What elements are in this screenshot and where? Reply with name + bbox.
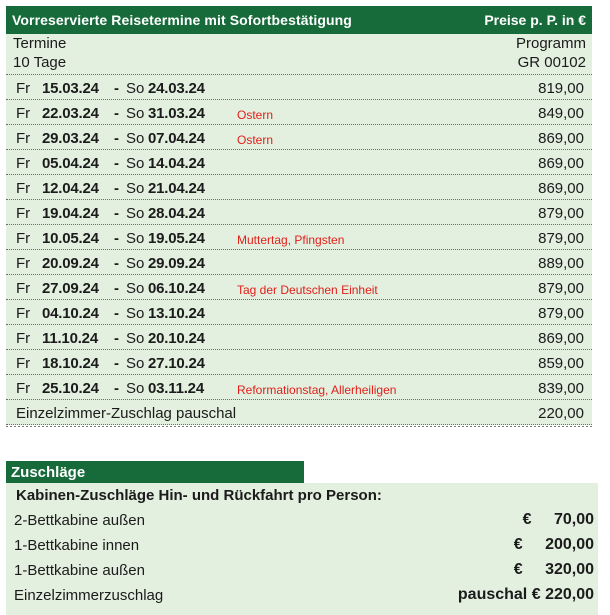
end-date: 07.04.24 (148, 130, 205, 147)
column-program-label: Programm (515, 35, 586, 52)
surcharge-label: 1-Bettkabine innen (14, 537, 140, 554)
date-separator: - (114, 380, 119, 397)
start-date: 20.09.24 (42, 255, 99, 272)
weekday-end: So (126, 230, 145, 247)
start-date: 15.03.24 (42, 80, 99, 97)
date-separator: - (114, 280, 119, 297)
end-date: 24.03.24 (148, 80, 205, 97)
table-row (6, 74, 592, 99)
table-row (6, 149, 592, 174)
holiday-note: Tag der Deutschen Einheit (237, 283, 378, 297)
surcharge-amount: 200,00 (545, 536, 594, 553)
table-row (6, 349, 592, 374)
weekday-end: So (126, 380, 145, 397)
surcharge-amount: 320,00 (545, 561, 594, 578)
table-row (6, 249, 592, 274)
surcharge-amount: 70,00 (553, 511, 594, 528)
currency-symbol: € (513, 561, 523, 578)
weekday-start: Fr (16, 280, 31, 297)
table-row (6, 99, 592, 124)
date-separator: - (114, 80, 119, 97)
program-code: GR 00102 (517, 54, 586, 71)
weekday-start: Fr (16, 255, 31, 272)
weekday-end: So (126, 155, 145, 172)
list-item (6, 559, 598, 583)
start-date: 25.10.24 (42, 380, 99, 397)
table-row (6, 174, 592, 199)
weekday-start: Fr (16, 355, 31, 372)
holiday-note: Ostern (237, 133, 274, 147)
date-separator: - (114, 230, 119, 247)
table-row (6, 299, 592, 324)
currency-symbol: € (513, 536, 523, 553)
weekday-start: Fr (16, 330, 31, 347)
start-date: 29.03.24 (42, 130, 99, 147)
surcharge-value (523, 511, 594, 529)
end-date: 29.09.24 (148, 255, 205, 272)
list-item (6, 584, 598, 608)
surcharges-title: Zuschläge (11, 464, 86, 481)
weekday-start: Fr (16, 230, 31, 247)
holiday-note: Reformationstag, Allerheiligen (237, 383, 397, 397)
date-separator: - (114, 355, 119, 372)
table-row (6, 124, 592, 149)
surcharge-value (514, 561, 594, 579)
currency-symbol: € (531, 586, 541, 603)
price: 839,00 (538, 380, 584, 397)
table-header-bar (6, 6, 592, 34)
weekday-start: Fr (16, 80, 31, 97)
duration-row (6, 53, 592, 73)
price: 869,00 (538, 180, 584, 197)
date-separator: - (114, 180, 119, 197)
date-separator: - (114, 130, 119, 147)
price: 879,00 (538, 230, 584, 247)
start-date: 12.04.24 (42, 180, 99, 197)
weekday-end: So (126, 180, 145, 197)
end-date: 06.10.24 (148, 280, 205, 297)
date-separator: - (114, 255, 119, 272)
price: 879,00 (538, 305, 584, 322)
end-date: 28.04.24 (148, 205, 205, 222)
table-title: Vorreservierte Reisetermine mit Sofortbestätigung (12, 12, 352, 28)
weekday-end: So (126, 280, 145, 297)
price: 869,00 (538, 330, 584, 347)
start-date: 05.04.24 (42, 155, 99, 172)
surcharge-label: Einzelzimmerzuschlag (14, 587, 164, 604)
single-supplement-label: Einzelzimmer-Zuschlag pauschal (16, 405, 237, 422)
end-date: 13.10.24 (148, 305, 205, 322)
weekday-start: Fr (16, 130, 31, 147)
date-separator: - (114, 105, 119, 122)
end-date: 27.10.24 (148, 355, 205, 372)
end-date: 31.03.24 (148, 105, 205, 122)
weekday-start: Fr (16, 105, 31, 122)
section-divider (6, 425, 592, 428)
price: 889,00 (538, 255, 584, 272)
list-item (6, 509, 598, 533)
start-date: 11.10.24 (42, 330, 98, 347)
weekday-end: So (126, 255, 145, 272)
currency-symbol: € (522, 511, 532, 528)
single-supplement-price: 220,00 (538, 405, 584, 422)
price: 869,00 (538, 130, 584, 147)
end-date: 03.11.24 (148, 380, 204, 397)
start-date: 04.10.24 (42, 305, 99, 322)
surcharge-value (458, 586, 594, 604)
duration-label: 10 Tage (13, 54, 67, 71)
start-date: 27.09.24 (42, 280, 99, 297)
table-row (6, 224, 592, 249)
weekday-start: Fr (16, 155, 31, 172)
table-row (6, 199, 592, 224)
start-date: 18.10.24 (42, 355, 99, 372)
price: 859,00 (538, 355, 584, 372)
date-separator: - (114, 305, 119, 322)
price: 879,00 (538, 280, 584, 297)
end-date: 19.05.24 (148, 230, 205, 247)
end-date: 14.04.24 (148, 155, 205, 172)
table-row (6, 274, 592, 299)
table-row (6, 374, 592, 399)
date-separator: - (114, 155, 119, 172)
weekday-end: So (126, 80, 145, 97)
holiday-note: Ostern (237, 108, 274, 122)
cabin-surcharges-heading: Kabinen-Zuschläge Hin- und Rückfahrt pro Person: (16, 487, 382, 504)
weekday-end: So (126, 205, 145, 222)
surcharge-prefix: pauschal (457, 586, 528, 603)
holiday-note: Muttertag, Pfingsten (237, 233, 345, 247)
start-date: 19.04.24 (42, 205, 99, 222)
price-note: Preise p. P. in € (484, 12, 586, 28)
end-date: 20.10.24 (148, 330, 205, 347)
list-item (6, 534, 598, 558)
travel-dates-table (6, 6, 592, 425)
weekday-end: So (126, 130, 145, 147)
date-separator: - (114, 205, 119, 222)
column-header-row (6, 34, 592, 54)
price: 849,00 (538, 105, 584, 122)
surcharge-label: 1-Bettkabine außen (14, 562, 145, 579)
date-separator: - (114, 330, 119, 347)
weekday-start: Fr (16, 205, 31, 222)
weekday-start: Fr (16, 305, 31, 322)
price: 819,00 (538, 80, 584, 97)
table-row (6, 324, 592, 349)
weekday-start: Fr (16, 380, 31, 397)
weekday-end: So (126, 330, 145, 347)
surcharge-value (514, 536, 594, 554)
weekday-start: Fr (16, 180, 31, 197)
surcharges-tab (6, 461, 304, 483)
price: 869,00 (538, 155, 584, 172)
column-dates-label: Termine (13, 35, 67, 52)
surcharge-amount: 220,00 (545, 586, 594, 603)
surcharge-label: 2-Bettkabine außen (14, 512, 145, 529)
single-supplement-row (6, 399, 592, 425)
start-date: 22.03.24 (42, 105, 99, 122)
start-date: 10.05.24 (42, 230, 99, 247)
price: 879,00 (538, 205, 584, 222)
weekday-end: So (126, 355, 145, 372)
end-date: 21.04.24 (148, 180, 205, 197)
weekday-end: So (126, 305, 145, 322)
surcharges-table (6, 483, 598, 615)
weekday-end: So (126, 105, 145, 122)
